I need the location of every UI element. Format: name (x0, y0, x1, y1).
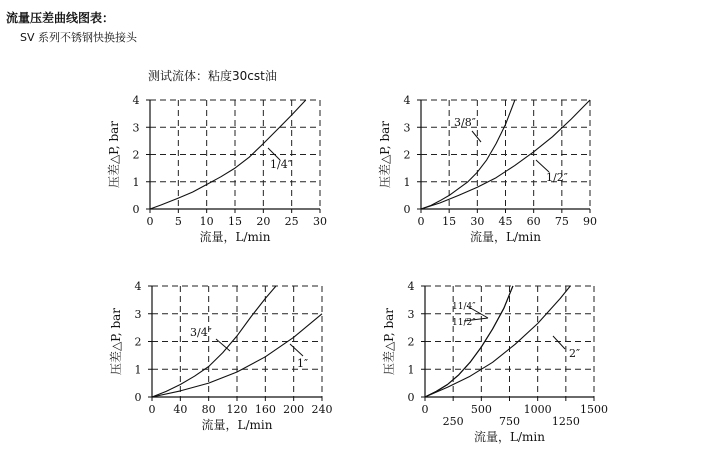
y-tick-label: 4 (134, 280, 142, 293)
y-tick-label: 0 (403, 203, 411, 216)
series-label: 3/8″ (454, 116, 476, 129)
y-axis-label: 压差△P, bar (107, 120, 121, 189)
x-tick-label: 60 (526, 215, 541, 228)
y-tick-label: 1 (132, 175, 140, 189)
series-label: 1/2″ (546, 171, 568, 184)
y-tick-label: 2 (132, 148, 140, 162)
series-leader-line (290, 344, 303, 356)
y-tick-label: 4 (407, 280, 415, 293)
x-tick-label: 90 (583, 215, 597, 228)
x-tick-label: 1500 (580, 403, 608, 416)
product-series-subtitle: SV 系列不锈钢快换接头 (20, 31, 138, 44)
x-tick-label: 0 (421, 403, 429, 416)
x-axis-label: 流量，L/min (474, 430, 545, 444)
x-tick-label: 80 (201, 403, 216, 416)
y-tick-label: 4 (403, 94, 411, 107)
y-tick-label: 0 (132, 203, 140, 216)
x-tick-label: 5 (174, 215, 182, 228)
chart-3 (108, 280, 333, 432)
y-tick-label: 2 (403, 148, 411, 162)
x-tick-label: 0 (417, 215, 425, 228)
x-tick-label: 10 (199, 215, 214, 228)
y-tick-label: 3 (132, 121, 140, 135)
x-tick-label: 30 (313, 215, 327, 228)
x-tick-label: 0 (148, 403, 156, 416)
test-fluid-note: 测试流体：粘度30cst油 (148, 69, 277, 83)
x-tick-label: 25 (284, 215, 299, 228)
y-tick-label: 3 (134, 307, 142, 321)
series-label: 1″ (297, 357, 309, 370)
x-tick-label: 30 (470, 215, 485, 228)
page-title: 流量压差曲线图表： (6, 11, 115, 25)
x-tick-label: 20 (256, 215, 271, 228)
series-label: 1/4″ (270, 158, 292, 171)
series-leader-line (553, 336, 565, 349)
y-axis-label: 压差△P, bar (109, 307, 123, 376)
y-axis-label: 压差△P, bar (378, 120, 392, 189)
y-tick-label: 2 (134, 335, 142, 349)
chart-4 (381, 280, 608, 444)
y-tick-label: 4 (132, 94, 140, 107)
y-tick-label: 3 (403, 121, 411, 135)
x-tick-label: 1000 (523, 403, 552, 416)
y-tick-label: 2 (407, 335, 415, 349)
x-tick-label: 160 (254, 403, 276, 416)
x-tick-label: 250 (442, 415, 464, 428)
x-tick-label: 45 (498, 215, 513, 228)
x-tick-label: 1250 (551, 415, 580, 428)
chart-1 (106, 94, 327, 244)
x-tick-label: 15 (442, 215, 457, 228)
y-tick-label: 1 (403, 175, 411, 189)
y-tick-label: 3 (407, 307, 415, 321)
series-label: 11/2″ (452, 318, 476, 328)
y-axis-label: 压差△P, bar (382, 307, 396, 376)
y-tick-label: 1 (134, 363, 142, 377)
x-tick-label: 240 (311, 403, 333, 416)
series-label: 11/4″ (452, 302, 476, 312)
x-tick-label: 40 (173, 403, 188, 416)
y-tick-label: 0 (134, 391, 142, 404)
x-axis-label: 流量，L/min (199, 230, 271, 244)
y-tick-label: 1 (407, 363, 415, 377)
x-tick-label: 500 (470, 403, 492, 416)
series-leader-line (472, 131, 481, 142)
x-axis-label: 流量，L/min (470, 230, 541, 244)
x-tick-label: 0 (146, 215, 154, 228)
series-leader-line (216, 339, 230, 351)
x-tick-label: 120 (226, 403, 248, 416)
series-label: 3/4″ (190, 326, 212, 339)
x-axis-label: 流量，L/min (201, 418, 273, 432)
x-tick-label: 75 (554, 215, 569, 228)
series-label: 2″ (569, 347, 581, 360)
x-tick-label: 750 (499, 415, 520, 428)
x-tick-label: 200 (283, 403, 305, 416)
chart-2 (377, 94, 597, 244)
x-tick-label: 15 (228, 215, 242, 228)
y-tick-label: 0 (407, 391, 415, 404)
